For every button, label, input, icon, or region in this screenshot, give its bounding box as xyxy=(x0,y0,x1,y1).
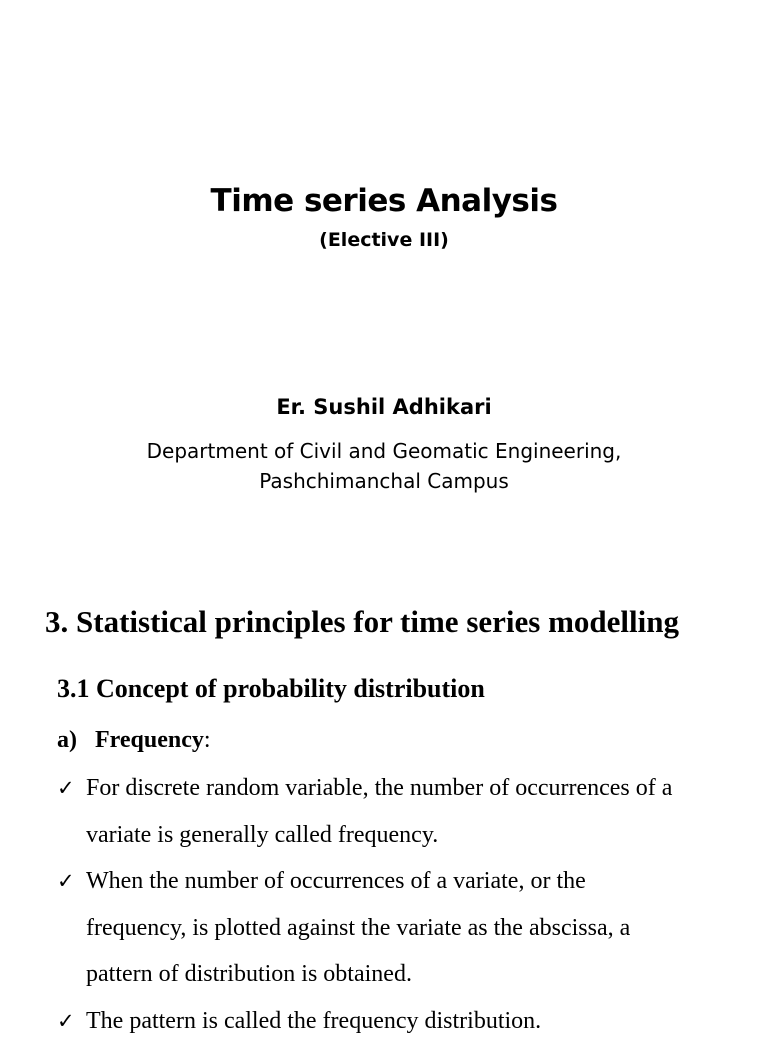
bullet-text xyxy=(86,765,737,858)
bullet-item xyxy=(57,998,737,1045)
section-heading: 3. Statistical principles for time series modelling xyxy=(45,604,679,639)
bullet-text xyxy=(86,858,737,998)
list-item-frequency xyxy=(57,727,211,754)
item-marker: a) xyxy=(57,727,77,753)
check-icon: ✓ xyxy=(57,1009,75,1033)
slide-subtitle: (Elective III) xyxy=(319,229,449,251)
bullet-line: variate is generally called frequency. xyxy=(86,821,439,848)
bullet-item xyxy=(57,765,737,858)
department-line: Department of Civil and Geomatic Engineering, xyxy=(146,439,622,463)
check-icon: ✓ xyxy=(57,869,75,893)
campus-line: Pashchimanchal Campus xyxy=(259,469,509,493)
bullet-item xyxy=(57,858,737,998)
bullet-line: When the number of occurrences of a variate, or the xyxy=(86,868,586,894)
department-block xyxy=(0,436,768,496)
item-term: Frequency xyxy=(95,727,204,753)
bullet-line: pattern of distribution is obtained. xyxy=(86,961,412,987)
item-suffix: : xyxy=(203,727,211,753)
bullet-text xyxy=(86,998,737,1045)
check-icon: ✓ xyxy=(57,776,75,800)
bullet-line: frequency, is plotted against the variate as the abscissa, a xyxy=(86,914,631,941)
slide-title: Time series Analysis xyxy=(210,183,558,219)
content-slide xyxy=(0,560,768,1034)
subsection-heading: 3.1 Concept of probability distribution xyxy=(57,674,485,703)
bullet-line: The pattern is called the frequency distribution. xyxy=(86,1008,542,1034)
bullet-line: For discrete random variable, the number of occurrences of a xyxy=(86,775,673,801)
author-name: Er. Sushil Adhikari xyxy=(276,395,492,419)
